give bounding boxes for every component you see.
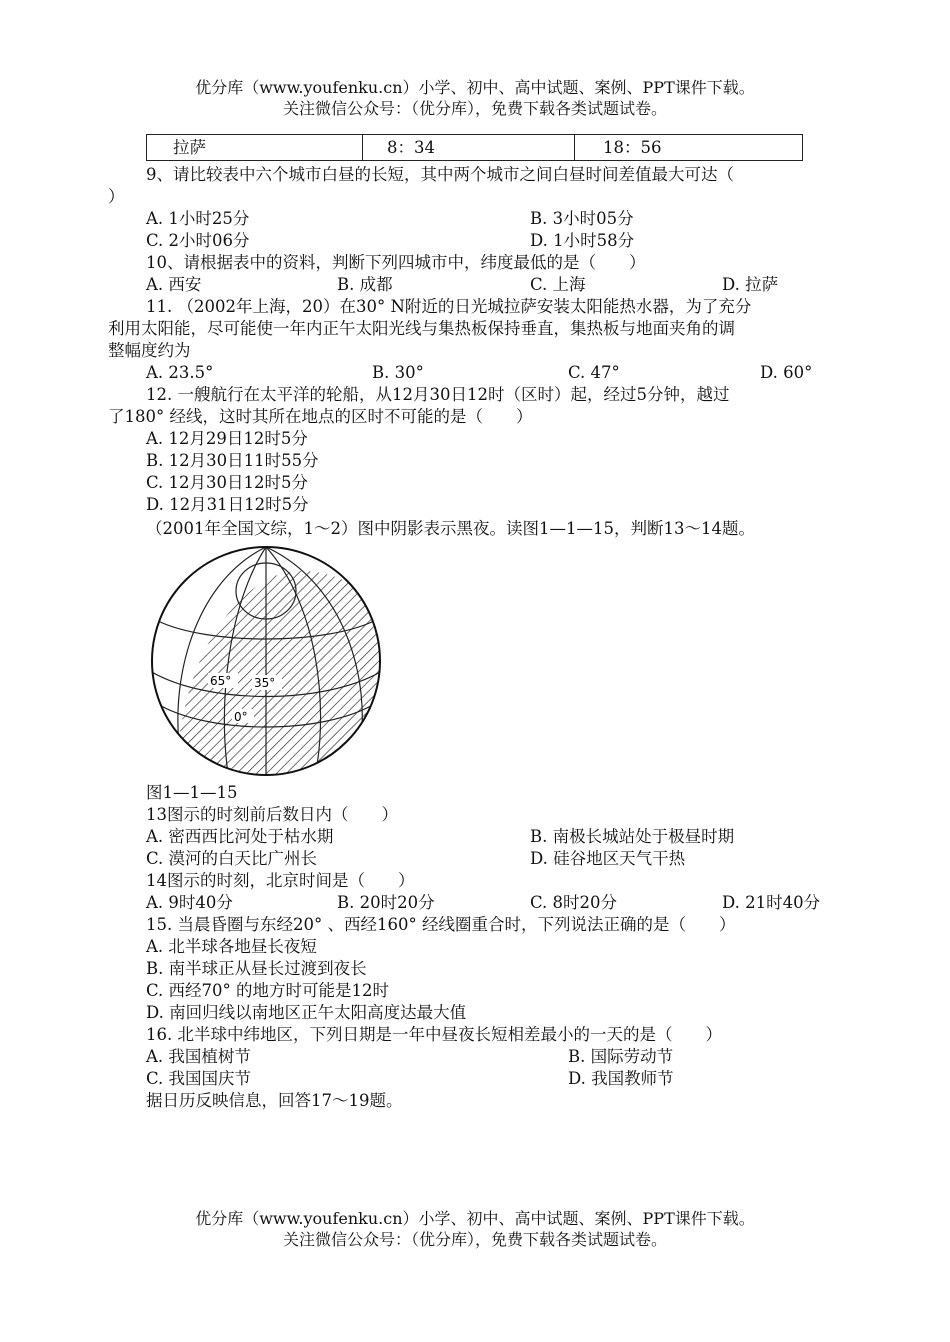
q10-stem: 10、请根据表中的资料，判断下列四城市中，纬度最低的是（ ） — [146, 253, 646, 272]
figure-caption: 图1—1—15 — [146, 783, 238, 802]
intro-q17-19: 据日历反映信息，回答17～19题。 — [146, 1091, 403, 1110]
q16-option-a: A. 我国植树节 — [146, 1047, 251, 1066]
q15-option-c: C. 西经70° 的地方时可能是12时 — [146, 981, 390, 1000]
q10-option-c: C. 上海 — [530, 275, 586, 294]
q10-option-b: B. 成都 — [337, 275, 393, 294]
q14-option-d: D. 21时40分 — [722, 893, 821, 912]
q13-option-d: D. 硅谷地区天气干热 — [530, 849, 686, 868]
q11-stem-line-2: 利用太阳能，尽可能使一年内正午太阳光线与集热板保持垂直，集热板与地面夹角的调 — [108, 319, 735, 338]
q9-option-d: D. 1小时58分 — [530, 231, 635, 250]
q15-option-d: D. 南回归线以南地区正午太阳高度达最大值 — [146, 1003, 467, 1022]
table-cell-city: 拉萨 — [147, 135, 363, 160]
q11-option-b: B. 30° — [372, 363, 424, 382]
q14-option-c: C. 8时20分 — [530, 893, 618, 912]
q13-option-b: B. 南极长城站处于极昼时期 — [530, 827, 735, 846]
q14-option-b: B. 20时20分 — [337, 893, 435, 912]
label-0-degree: 0° — [234, 710, 248, 724]
intro-q13-14: （2001年全国文综，1～2）图中阴影表示黑夜。读图1—1—15，判断13～14题。 — [146, 519, 755, 538]
q13-option-c: C. 漠河的白天比广州长 — [146, 849, 318, 868]
city-table-row — [146, 134, 803, 161]
q16-stem: 16. 北半球中纬地区，下列日期是一年中昼夜长短相差最小的一天的是（ ） — [146, 1025, 722, 1044]
header-line-1: 优分库（www.youfenku.cn）小学、初中、高中试题、案例、PPT课件下载。 — [195, 78, 755, 97]
q12-option-c: C. 12月30日12时5分 — [146, 473, 309, 492]
q13-stem: 13图示的时刻前后数日内（ ） — [146, 805, 398, 824]
q11-stem-line-1: 11. （2002年上海，20）在30° N附近的日光城拉萨安装太阳能热水器，为了充分 — [146, 297, 752, 316]
q12-stem-line-1: 12. 一艘航行在太平洋的轮船，从12月30日12时（区时）起，经过5分钟，越过 — [146, 385, 730, 404]
q12-option-b: B. 12月30日11时55分 — [146, 451, 319, 470]
q16-option-d: D. 我国教师节 — [568, 1069, 674, 1088]
q12-stem-line-2: 了180° 经线，这时其所在地点的区时不可能的是（ ） — [108, 407, 533, 426]
q11-option-a: A. 23.5° — [146, 363, 214, 382]
label-65-degree: 65° — [210, 674, 232, 688]
header-line-2: 关注微信公众号：（优分库），免费下载各类试题试卷。 — [282, 99, 667, 118]
q14-option-a: A. 9时40分 — [146, 893, 233, 912]
q11-option-d: D. 60° — [760, 363, 813, 382]
q12-option-a: A. 12月29日12时5分 — [146, 429, 308, 448]
q15-option-b: B. 南半球正从昼长过渡到夜长 — [146, 959, 367, 978]
q9-option-b: B. 3小时05分 — [530, 209, 634, 228]
q9-stem-line-2: ） — [108, 187, 125, 206]
q16-option-c: C. 我国国庆节 — [146, 1069, 252, 1088]
q13-option-a: A. 密西西比河处于枯水期 — [146, 827, 334, 846]
q9-option-c: C. 2小时06分 — [146, 231, 250, 250]
q11-option-c: C. 47° — [568, 363, 620, 382]
q12-option-d: D. 12月31日12时5分 — [146, 495, 309, 514]
label-35-degree: 35° — [254, 676, 276, 690]
q14-stem: 14图示的时刻，北京时间是（ ） — [146, 871, 415, 890]
q10-option-d: D. 拉萨 — [722, 275, 779, 294]
footer-line-2: 关注微信公众号：（优分库），免费下载各类试题试卷。 — [282, 1230, 667, 1249]
q15-stem: 15. 当晨昏圈与东经20° 、西经160° 经线圈重合时，下列说法正确的是（ ） — [146, 915, 736, 934]
q9-option-a: A. 1小时25分 — [146, 209, 250, 228]
q9-stem-line-1: 9、请比较表中六个城市白昼的长短，其中两个城市之间白昼时间差值最大可达（ — [146, 165, 734, 184]
q11-stem-line-3: 整幅度约为 — [108, 341, 191, 360]
globe-figure — [148, 545, 384, 777]
q16-option-b: B. 国际劳动节 — [568, 1047, 674, 1066]
table-cell-sunset: 18：56 — [603, 138, 662, 157]
q15-option-a: A. 北半球各地昼长夜短 — [146, 937, 317, 956]
footer-line-1: 优分库（www.youfenku.cn）小学、初中、高中试题、案例、PPT课件下载。 — [195, 1209, 755, 1228]
table-cell-sunrise: 8：34 — [363, 135, 575, 160]
q10-option-a: A. 西安 — [146, 275, 202, 294]
